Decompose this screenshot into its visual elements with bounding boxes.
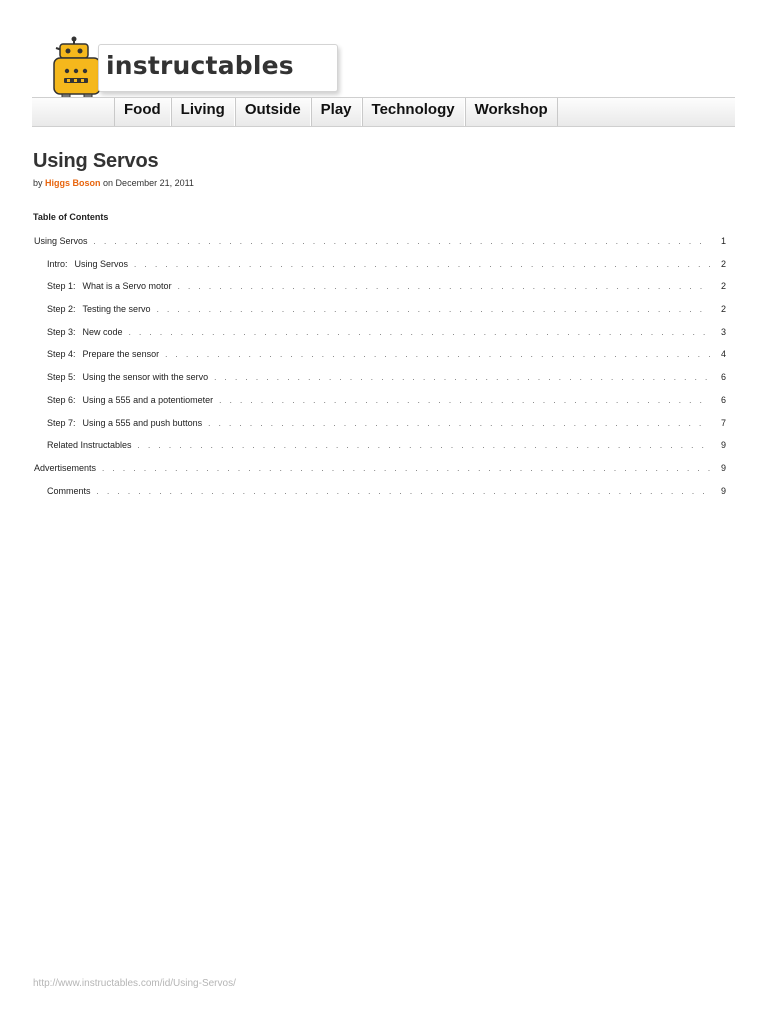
toc-dot-leader <box>134 260 710 269</box>
toc-dot-leader <box>129 328 710 337</box>
toc-entry-label <box>47 418 202 428</box>
toc-heading: Table of Contents <box>33 212 109 222</box>
toc-dot-leader <box>214 373 710 382</box>
toc-entry-label <box>47 440 132 450</box>
author-link[interactable]: Higgs Boson <box>45 178 101 188</box>
logo-text: instructables <box>106 51 294 80</box>
toc-entry-title: Testing the servo <box>82 304 151 315</box>
toc-entry-prefix: Step 3: <box>47 326 76 337</box>
toc-entry-label <box>47 259 128 269</box>
toc-entry-prefix: Step 2: <box>47 304 76 315</box>
nav-item-living[interactable]: Living <box>171 98 235 126</box>
nav-item-outside[interactable]: Outside <box>235 98 311 126</box>
toc-entry-page: 6 <box>720 372 726 383</box>
toc-entry-prefix: Step 6: <box>47 394 76 405</box>
toc-entry-prefix: Step 5: <box>47 372 76 383</box>
toc-entry-title: Advertisements <box>34 462 97 473</box>
toc-entry-title: Using the sensor with the servo <box>82 372 209 383</box>
toc-entry-label <box>34 463 96 473</box>
toc-entry-title: Related Instructables <box>47 440 132 451</box>
toc-entry-title: Using a 555 and push buttons <box>82 417 203 428</box>
byline-prefix: by <box>33 178 43 188</box>
toc-entry-title: Comments <box>47 485 91 496</box>
toc-dot-leader <box>97 487 710 496</box>
toc-entry-page: 2 <box>720 281 726 292</box>
toc-entry[interactable] <box>34 327 726 350</box>
toc-entry-label <box>47 349 159 359</box>
toc-entry[interactable] <box>34 281 726 304</box>
toc-entry-prefix: Step 7: <box>47 417 76 428</box>
toc-entry-label <box>47 304 151 314</box>
nav-item-workshop[interactable]: Workshop <box>465 98 558 126</box>
toc-entry-title: Prepare the sensor <box>82 349 160 360</box>
toc-dot-leader <box>178 282 710 291</box>
toc-entry[interactable] <box>34 236 726 259</box>
toc-dot-leader <box>94 237 710 246</box>
toc-entry-page: 4 <box>720 349 726 360</box>
toc-entry-page: 2 <box>720 258 726 269</box>
toc-entry-label <box>47 281 172 291</box>
toc-entry[interactable] <box>34 440 726 463</box>
footer-url[interactable]: http://www.instructables.com/id/Using-Servos/ <box>33 978 236 989</box>
toc-entry-prefix: Step 1: <box>47 281 76 292</box>
nav-item-food[interactable]: Food <box>114 98 171 126</box>
toc-entry-label <box>47 372 208 382</box>
toc-dot-leader <box>208 419 710 428</box>
toc-entry[interactable] <box>34 486 726 509</box>
toc-entry-label <box>47 486 91 496</box>
toc-dot-leader <box>102 464 710 473</box>
table-of-contents <box>34 236 726 508</box>
toc-entry-page: 6 <box>720 394 726 405</box>
publish-date: on December 21, 2011 <box>103 178 194 188</box>
toc-entry-title: Using Servos <box>74 258 129 269</box>
byline <box>33 178 194 188</box>
nav-item-technology[interactable]: Technology <box>362 98 465 126</box>
nav-item-play[interactable]: Play <box>311 98 362 126</box>
toc-entry-title: Using a 555 and a potentiometer <box>82 394 214 405</box>
toc-entry-prefix: Step 4: <box>47 349 76 360</box>
category-nav <box>32 97 735 127</box>
toc-dot-leader <box>219 396 710 405</box>
toc-entry[interactable] <box>34 463 726 486</box>
toc-entry-prefix: Intro: <box>47 258 68 269</box>
toc-entry[interactable] <box>34 349 726 372</box>
toc-entry[interactable] <box>34 259 726 282</box>
toc-entry-title: New code <box>82 326 123 337</box>
toc-entry-page: 9 <box>720 462 726 473</box>
page-title: Using Servos <box>33 150 159 172</box>
toc-entry-page: 9 <box>720 485 726 496</box>
toc-entry-label <box>47 327 123 337</box>
toc-dot-leader <box>165 350 710 359</box>
toc-entry-label <box>47 395 213 405</box>
toc-entry-page: 2 <box>720 304 726 315</box>
toc-entry[interactable] <box>34 418 726 441</box>
toc-dot-leader <box>157 305 710 314</box>
toc-entry-title: What is a Servo motor <box>82 281 172 292</box>
toc-entry-page: 9 <box>720 440 726 451</box>
toc-entry[interactable] <box>34 395 726 418</box>
toc-entry-page: 3 <box>720 326 726 337</box>
toc-entry[interactable] <box>34 372 726 395</box>
toc-dot-leader <box>138 441 710 450</box>
toc-entry-label <box>34 236 88 246</box>
toc-entry[interactable] <box>34 304 726 327</box>
toc-entry-page: 1 <box>720 236 726 246</box>
toc-entry-title: Using Servos <box>34 236 88 246</box>
toc-entry-page: 7 <box>720 417 726 428</box>
